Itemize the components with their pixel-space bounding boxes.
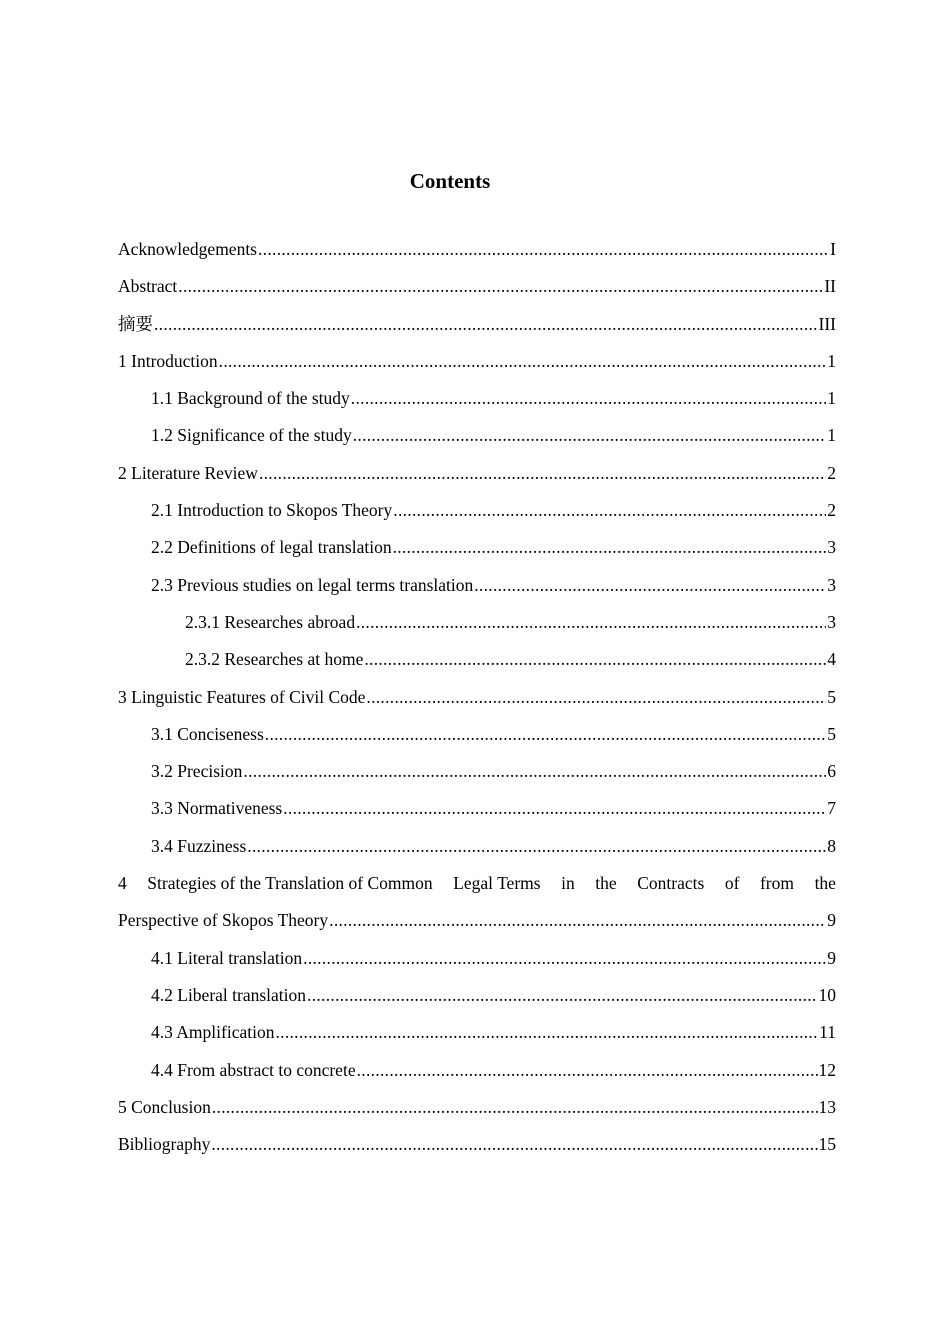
toc-entry-label: 2 Literature Review: [118, 462, 258, 483]
dot-leader: [329, 907, 826, 933]
dot-leader: [154, 311, 818, 337]
toc-entry-section-1-2[interactable]: [118, 422, 836, 459]
dot-leader: [219, 348, 827, 374]
dot-leader: [265, 721, 826, 747]
toc-entry-word: the: [814, 873, 836, 894]
toc-entry-bibliography[interactable]: [118, 1131, 836, 1168]
toc-page-number: 8: [827, 835, 836, 856]
toc-entry-section-4-3[interactable]: [118, 1019, 836, 1056]
toc-entry-label: 2.3.1 Researches abroad: [185, 611, 356, 632]
toc-entry-word: in: [561, 873, 575, 894]
toc-page-number: 10: [818, 984, 836, 1005]
toc-entry-chapter-3[interactable]: [118, 684, 836, 721]
toc-entry-section-4-4[interactable]: [118, 1057, 836, 1094]
toc-entry-word: 4: [118, 873, 127, 894]
toc-entry-label: 3.4 Fuzziness: [151, 835, 247, 856]
dot-leader: [258, 236, 829, 262]
dot-leader: [212, 1094, 818, 1120]
toc-page-number: 4: [827, 649, 836, 670]
table-of-contents: [118, 236, 836, 1168]
toc-entry-acknowledgements[interactable]: [118, 236, 836, 273]
toc-entry-label: Perspective of Skopos Theory: [118, 910, 329, 931]
toc-entry-section-3-3[interactable]: [118, 795, 836, 832]
dot-leader: [356, 609, 826, 635]
dot-leader: [307, 982, 817, 1008]
dot-leader: [393, 534, 827, 560]
toc-entry-section-3-2[interactable]: [118, 758, 836, 795]
toc-entry-chapter-2[interactable]: [118, 460, 836, 497]
toc-entry-word: the: [595, 873, 617, 894]
dot-leader: [474, 572, 826, 598]
dot-leader: [351, 385, 826, 411]
toc-entry-abstract[interactable]: [118, 273, 836, 310]
toc-entry-section-2-3-2[interactable]: [118, 646, 836, 683]
dot-leader: [393, 497, 826, 523]
toc-page-number: 15: [818, 1134, 836, 1155]
toc-entry-word: Strategies of the Translation of Common: [147, 873, 433, 894]
toc-entry-label: 4.1 Literal translation: [151, 947, 303, 968]
toc-entry-label: 5 Conclusion: [118, 1096, 211, 1117]
toc-page-number: 9: [827, 910, 836, 931]
toc-page-number: 3: [827, 574, 836, 595]
toc-entry-label: 3.3 Normativeness: [151, 798, 283, 819]
toc-entry-label: 3 Linguistic Features of Civil Code: [118, 686, 366, 707]
toc-page-number: 1: [827, 425, 836, 446]
toc-page-number: 9: [827, 947, 836, 968]
toc-entry-label: 4.2 Liberal translation: [151, 984, 307, 1005]
toc-page-number: 3: [827, 611, 836, 632]
toc-page-number: 3: [827, 537, 836, 558]
toc-entry-section-2-3[interactable]: [118, 572, 836, 609]
dot-leader: [178, 273, 823, 299]
dot-leader: [357, 1057, 818, 1083]
toc-page-number: 2: [827, 462, 836, 483]
toc-entry-label: 摘要: [118, 314, 153, 335]
toc-page-number: III: [818, 313, 836, 334]
dot-leader: [353, 422, 827, 448]
toc-entry-chapter-1[interactable]: [118, 348, 836, 385]
toc-entry-word: of: [724, 873, 740, 894]
toc-entry-label: 2.1 Introduction to Skopos Theory: [151, 500, 393, 521]
toc-page-number: 12: [818, 1059, 836, 1080]
toc-entry-label: 2.3 Previous studies on legal terms translation: [151, 574, 474, 595]
toc-page-number: 6: [827, 761, 836, 782]
toc-entry-section-2-3-1[interactable]: [118, 609, 836, 646]
toc-entry-section-4-2[interactable]: [118, 982, 836, 1019]
toc-entry-chinese-abstract[interactable]: [118, 311, 836, 348]
page-title: Contents: [409, 169, 491, 193]
toc-entry-label: 4.4 From abstract to concrete: [151, 1059, 356, 1080]
toc-page-number: II: [824, 276, 836, 297]
toc-entry-word: Contracts: [637, 873, 705, 894]
toc-entry-label: 1.1 Background of the study: [151, 388, 350, 409]
toc-page-number: 1: [827, 350, 836, 371]
toc-entry-word: Legal Terms: [453, 873, 541, 894]
dot-leader: [283, 795, 826, 821]
toc-entry-section-2-1[interactable]: [118, 497, 836, 534]
toc-page-number: 1: [827, 388, 836, 409]
toc-page-number: 2: [827, 500, 836, 521]
dot-leader: [211, 1131, 817, 1157]
toc-entry-label: Bibliography: [118, 1134, 211, 1155]
toc-entry-section-2-2[interactable]: [118, 534, 836, 571]
toc-entry-chapter-5[interactable]: [118, 1094, 836, 1131]
toc-entry-section-3-1[interactable]: [118, 721, 836, 758]
toc-entry-section-4-1[interactable]: [118, 945, 836, 982]
toc-entry-label: 2.3.2 Researches at home: [185, 649, 364, 670]
toc-entry-section-3-4[interactable]: [118, 833, 836, 870]
toc-entry-section-1-1[interactable]: [118, 385, 836, 422]
toc-entry-chapter-4-line-1[interactable]: [118, 870, 836, 907]
dot-leader: [303, 945, 826, 971]
toc-entry-word: from: [759, 873, 795, 894]
toc-entry-label: 2.2 Definitions of legal translation: [151, 537, 392, 558]
dot-leader: [243, 758, 826, 784]
toc-page-number: 11: [819, 1022, 836, 1043]
toc-entry-label: 1 Introduction: [118, 350, 218, 371]
toc-entry-label: Abstract: [118, 276, 178, 297]
toc-page-number: 5: [827, 686, 836, 707]
dot-leader: [275, 1019, 818, 1045]
dot-leader: [259, 460, 826, 486]
dot-leader: [247, 833, 826, 859]
toc-entry-chapter-4-line-2[interactable]: [118, 907, 836, 944]
dot-leader: [364, 646, 826, 672]
toc-page-number: I: [830, 239, 836, 259]
toc-entry-label: 4.3 Amplification: [151, 1022, 275, 1043]
toc-page-number: 7: [827, 798, 836, 819]
toc-page-number: 5: [827, 723, 836, 744]
toc-page-number: 13: [818, 1096, 836, 1117]
toc-entry-label: 1.2 Significance of the study: [151, 425, 352, 446]
toc-entry-label: 3.1 Conciseness: [151, 723, 264, 744]
toc-entry-label: Acknowledgements: [118, 239, 257, 259]
toc-entry-label: 3.2 Precision: [151, 761, 243, 782]
dot-leader: [366, 684, 826, 710]
